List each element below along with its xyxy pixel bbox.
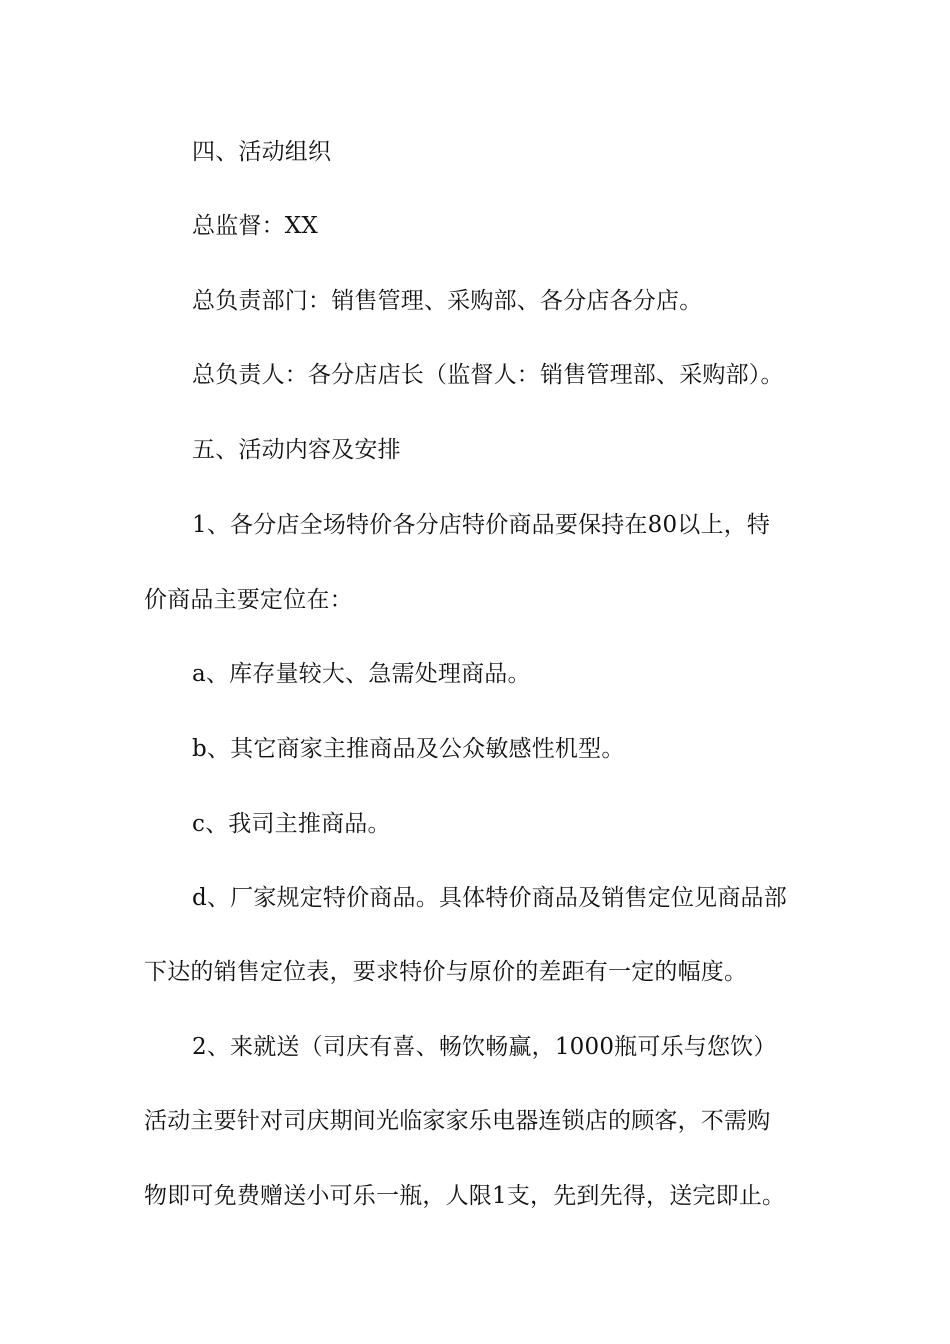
list-item-b: b、其它商家主推商品及公众敏感性机型。 bbox=[192, 736, 625, 762]
paragraph-item-2-line-2: 活动主要针对司庆期间光临家家乐电器连锁店的顾客，不需购 bbox=[144, 1108, 771, 1134]
chief-supervisor-line: 总监督：XX bbox=[192, 213, 318, 239]
list-item-d-line-2: 下达的销售定位表，要求特价与原价的差距有一定的幅度。 bbox=[144, 959, 748, 985]
paragraph-item-2-line-1: 2、来就送（司庆有喜、畅饮畅赢，1000瓶可乐与您饮） bbox=[192, 1034, 777, 1060]
paragraph-item-2-line-3: 物即可免费赠送小可乐一瓶，人限1支，先到先得，送完即止。 bbox=[144, 1183, 786, 1209]
section-heading-activity-organization: 四、活动组织 bbox=[192, 139, 332, 165]
paragraph-item-1-line-1: 1、各分店全场特价各分店特价商品要保持在80以上，特 bbox=[192, 512, 771, 538]
responsible-departments-line: 总负责部门：销售管理、采购部、各分店各分店。 bbox=[192, 288, 703, 314]
list-item-d-line-1: d、厂家规定特价商品。具体特价商品及销售定位见商品部 bbox=[192, 885, 787, 911]
list-item-c: c、我司主推商品。 bbox=[192, 811, 391, 837]
responsible-person-line: 总负责人：各分店店长（监督人：销售管理部、采购部）。 bbox=[192, 362, 784, 388]
section-heading-activity-content: 五、活动内容及安排 bbox=[192, 437, 401, 463]
paragraph-item-1-line-2: 价商品主要定位在： bbox=[144, 587, 353, 613]
list-item-a: a、库存量较大、急需处理商品。 bbox=[192, 661, 531, 687]
